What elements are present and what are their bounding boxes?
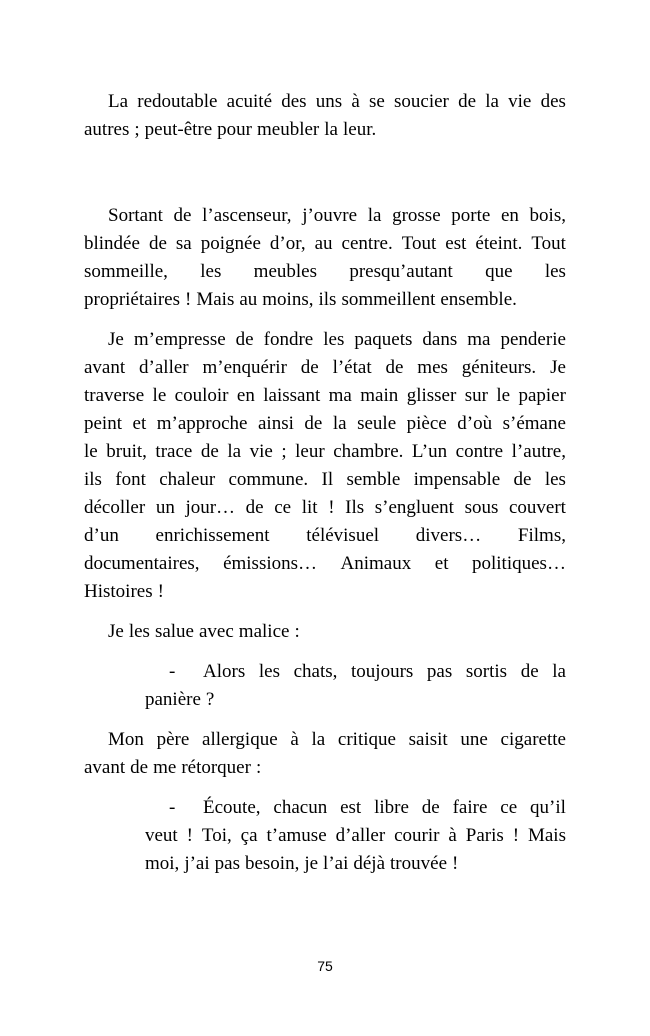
word: les <box>128 621 150 642</box>
word: chambre. <box>333 441 404 462</box>
word: de <box>245 497 264 518</box>
word: j’ouvre <box>302 205 358 226</box>
word: télévisuel <box>306 525 380 546</box>
word: grosse <box>392 205 441 226</box>
page-text <box>84 88 566 878</box>
word: de <box>235 329 254 350</box>
text-line <box>84 230 566 258</box>
text-line <box>84 466 566 494</box>
word: moi, <box>145 853 180 874</box>
word: autres <box>84 119 130 140</box>
word: moins, <box>262 289 314 310</box>
word: les <box>544 261 566 282</box>
word: à <box>351 91 360 112</box>
word: ! <box>512 825 520 846</box>
word: l’ai <box>323 853 349 874</box>
word: font <box>115 469 146 490</box>
word: en <box>500 205 519 226</box>
word: l’état <box>332 357 372 378</box>
word: meubler <box>257 119 320 140</box>
text-line <box>84 326 566 354</box>
word: la <box>227 441 242 462</box>
dialogue-dash: - <box>169 797 176 818</box>
word: et <box>434 553 449 574</box>
word: m’empresse <box>133 329 226 350</box>
word: de <box>421 797 440 818</box>
word: Je <box>108 621 124 642</box>
word: m’enquérir <box>202 357 287 378</box>
paragraph-gap <box>84 646 566 658</box>
text-words <box>203 794 566 822</box>
word: Il <box>321 469 334 490</box>
word: me <box>153 757 177 778</box>
word: seule <box>357 413 397 434</box>
word: couvert <box>508 497 566 518</box>
word: Écoute, <box>203 797 261 818</box>
word: Histoires <box>84 581 153 602</box>
word: de <box>513 469 532 490</box>
word: la <box>332 413 347 434</box>
word: Mon <box>108 729 144 750</box>
word: d’où <box>457 413 493 434</box>
word: Mais <box>527 825 566 846</box>
word: veut <box>145 825 178 846</box>
word: leur. <box>342 119 377 140</box>
word: de <box>304 413 323 434</box>
text-line <box>84 382 566 410</box>
word: la <box>324 119 338 140</box>
word: d’aller <box>139 357 189 378</box>
word: la <box>552 661 566 682</box>
word: le <box>84 441 98 462</box>
word: faire <box>452 797 488 818</box>
word: les <box>200 261 222 282</box>
word: éteint. <box>475 233 523 254</box>
paragraph <box>84 88 566 144</box>
word: mes <box>417 357 448 378</box>
word: sommeille, <box>84 261 168 282</box>
word: trouvée <box>390 853 448 874</box>
word: Animaux <box>340 553 412 574</box>
word: ! <box>185 289 192 310</box>
word: vie <box>508 91 532 112</box>
word: ! <box>452 853 459 874</box>
word: de <box>385 357 404 378</box>
word: penderie <box>500 329 566 350</box>
word: je <box>304 853 319 874</box>
text-line <box>84 578 566 606</box>
word: qu’il <box>530 797 566 818</box>
text-line <box>84 618 566 646</box>
word: les <box>323 329 345 350</box>
word: d’un <box>84 525 119 546</box>
word: sur <box>464 385 488 406</box>
word: divers… <box>415 525 482 546</box>
paragraph <box>84 326 566 606</box>
text-line <box>84 286 566 314</box>
word: une <box>460 729 488 750</box>
word: pièce <box>406 413 447 434</box>
word: de <box>200 441 219 462</box>
word: centre. <box>341 233 393 254</box>
word: ce <box>500 797 518 818</box>
word: en <box>236 385 255 406</box>
word: politiques… <box>472 553 566 574</box>
word: chaleur <box>159 469 216 490</box>
word: toujours <box>351 661 414 682</box>
word: trace <box>155 441 193 462</box>
word: panière <box>145 689 201 710</box>
word: documentaires, <box>84 553 200 574</box>
word: ? <box>205 689 215 710</box>
word: que <box>485 261 513 282</box>
word: sous <box>464 497 499 518</box>
word: ! <box>186 825 193 846</box>
text-line <box>84 88 566 116</box>
word: Toi, <box>201 825 232 846</box>
word: bruit, <box>106 441 147 462</box>
word: libre <box>374 797 409 818</box>
paragraph <box>84 726 566 782</box>
word: Ils <box>345 497 365 518</box>
word: cigarette <box>500 729 566 750</box>
word: au <box>314 233 333 254</box>
word: poignée <box>200 233 261 254</box>
word: presqu’autant <box>349 261 453 282</box>
text-line <box>84 116 566 144</box>
word: glisser <box>406 385 457 406</box>
word: Tout <box>401 233 437 254</box>
word: meubles <box>253 261 317 282</box>
word: : <box>255 757 262 778</box>
word: ! <box>328 497 335 518</box>
word: décoller <box>84 497 146 518</box>
word: géniteurs. <box>461 357 537 378</box>
word: peut-être <box>144 119 213 140</box>
word: ça <box>240 825 258 846</box>
word: pas <box>214 853 240 874</box>
word: les <box>544 469 566 490</box>
word: ils <box>84 469 102 490</box>
word: impensable <box>413 469 501 490</box>
word: ; <box>134 119 140 140</box>
word: ce <box>274 497 292 518</box>
word: laissant <box>263 385 321 406</box>
word: avant <box>84 357 126 378</box>
word: l’autre, <box>511 441 566 462</box>
word: contre <box>455 441 504 462</box>
word: ! <box>157 581 164 602</box>
text-line <box>84 522 566 550</box>
word: avec <box>198 621 234 642</box>
paragraph-gap <box>84 782 566 794</box>
paragraph-gap <box>84 144 566 202</box>
word: d’or, <box>269 233 306 254</box>
word: Paris <box>465 825 504 846</box>
word: émissions… <box>223 553 318 574</box>
word: à <box>448 825 457 846</box>
word: ensemble. <box>440 289 517 310</box>
word: bois, <box>529 205 566 226</box>
word: Films, <box>517 525 566 546</box>
page-number: 75 <box>317 958 333 974</box>
paragraph-gap <box>84 314 566 326</box>
word: d’aller <box>335 825 386 846</box>
word: La <box>108 91 129 112</box>
word: commune. <box>228 469 309 490</box>
word: ainsi <box>258 413 294 434</box>
dialogue-paragraph <box>145 794 566 878</box>
paragraph-gap <box>84 714 566 726</box>
word: critique <box>337 729 396 750</box>
text-line <box>145 686 566 714</box>
text-line <box>84 410 566 438</box>
dialogue-paragraph <box>145 658 566 714</box>
text-line <box>84 438 566 466</box>
word: main <box>360 385 399 406</box>
word: ma <box>328 385 352 406</box>
word: de <box>173 205 192 226</box>
word: des <box>540 91 566 112</box>
word: déjà <box>353 853 386 874</box>
word: jour… <box>185 497 236 518</box>
word: peint <box>84 413 122 434</box>
word: un <box>155 497 175 518</box>
word: avant <box>84 757 126 778</box>
word: acuité <box>226 91 272 112</box>
word: est <box>340 797 362 818</box>
word: à <box>290 729 299 750</box>
word: j’ai <box>184 853 210 874</box>
word: allergique <box>202 729 278 750</box>
word: Je <box>108 329 124 350</box>
word: traverse <box>84 385 145 406</box>
word: : <box>294 621 300 642</box>
word: malice <box>238 621 290 642</box>
word: semble <box>346 469 401 490</box>
word: les <box>258 661 280 682</box>
word: porte <box>451 205 491 226</box>
word: et <box>132 413 147 434</box>
word: de <box>458 91 477 112</box>
word: ; <box>281 441 287 462</box>
text-words <box>203 658 566 686</box>
word: saisit <box>408 729 448 750</box>
dialogue-dash: - <box>169 661 176 682</box>
word: fondre <box>263 329 314 350</box>
word: s’émane <box>502 413 566 434</box>
text-line <box>84 202 566 230</box>
text-line <box>145 658 566 686</box>
word: le <box>152 385 167 406</box>
text-line <box>145 850 566 878</box>
word: dans <box>422 329 458 350</box>
word: propriétaires <box>84 289 181 310</box>
text-line <box>84 258 566 286</box>
word: chats, <box>293 661 338 682</box>
word: au <box>239 289 258 310</box>
word: de <box>520 661 539 682</box>
text-line <box>84 354 566 382</box>
paragraph <box>84 202 566 314</box>
word: papier <box>518 385 566 406</box>
word: la <box>367 205 382 226</box>
text-line <box>84 726 566 754</box>
word: la <box>485 91 499 112</box>
word: l’ascenseur, <box>202 205 292 226</box>
word: enrichissement <box>155 525 270 546</box>
word: redoutable <box>137 91 218 112</box>
word: pour <box>217 119 252 140</box>
word: s’engluent <box>374 497 454 518</box>
word: ils <box>318 289 337 310</box>
word: est <box>445 233 467 254</box>
word: lit <box>301 497 318 518</box>
word: blindée <box>84 233 140 254</box>
word: chacun <box>273 797 328 818</box>
word: des <box>281 91 307 112</box>
text-line <box>145 794 566 822</box>
text-line <box>145 822 566 850</box>
word: sa <box>175 233 192 254</box>
word: L’un <box>411 441 448 462</box>
word: uns <box>315 91 343 112</box>
word: Tout <box>531 233 566 254</box>
word: salue <box>154 621 194 642</box>
paragraph-gap <box>84 606 566 618</box>
word: le <box>496 385 511 406</box>
word: courir <box>394 825 440 846</box>
word: leur <box>295 441 325 462</box>
text-line <box>84 754 566 782</box>
word: Mais <box>196 289 235 310</box>
word: sortis <box>465 661 508 682</box>
text-line <box>84 550 566 578</box>
word: de <box>130 757 149 778</box>
word: Je <box>550 357 566 378</box>
word: Sortant <box>108 205 163 226</box>
word: soucier <box>394 91 449 112</box>
word: m’approche <box>156 413 248 434</box>
word: couloir <box>174 385 229 406</box>
word: vie <box>249 441 273 462</box>
word: besoin, <box>244 853 300 874</box>
word: pas <box>426 661 453 682</box>
word: de <box>148 233 167 254</box>
paragraph <box>84 618 566 646</box>
word: la <box>311 729 326 750</box>
text-line <box>84 494 566 522</box>
word: Alors <box>203 661 246 682</box>
word: sommeillent <box>341 289 436 310</box>
word: père <box>156 729 190 750</box>
word: ma <box>467 329 491 350</box>
word: de <box>300 357 319 378</box>
word: se <box>368 91 385 112</box>
word: t’amuse <box>266 825 327 846</box>
word: rétorquer <box>181 757 251 778</box>
word: paquets <box>354 329 413 350</box>
